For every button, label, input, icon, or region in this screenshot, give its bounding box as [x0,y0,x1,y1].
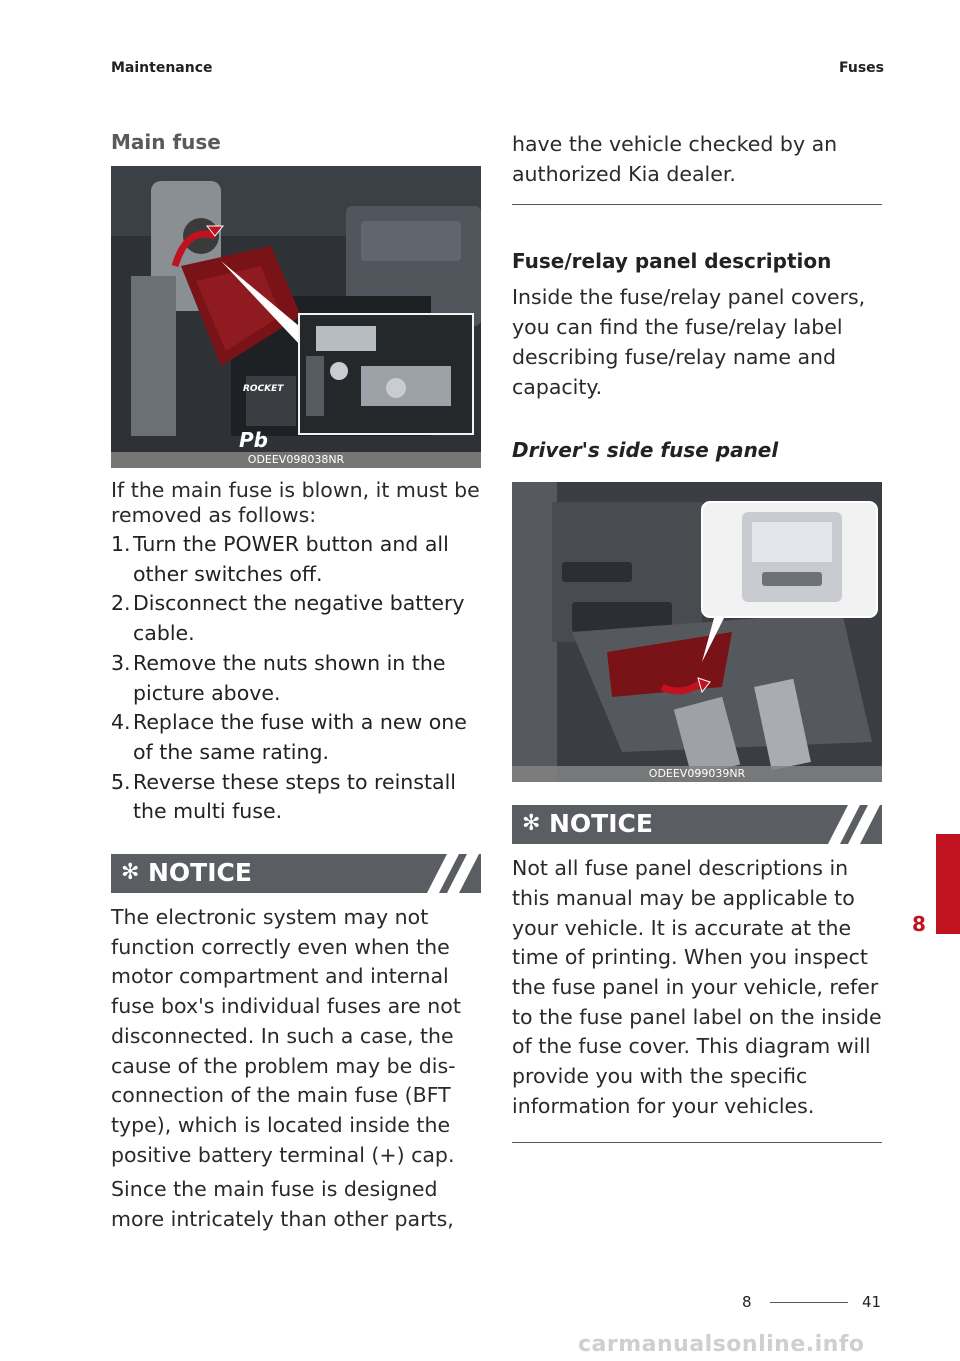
list-item: 3. Remove the nuts shown in the picture above. [111,650,446,705]
notice-banner [111,854,481,893]
main-fuse-steps [111,530,481,827]
notice-banner [512,805,882,844]
list-item: 5. Reverse these steps to reinstall the multi fuse. [111,769,456,824]
main-fuse-intro: If the main fuse is blown, it must be removed as follows: [111,478,480,527]
panel-description-title: Fuse/relay panel description [512,249,832,274]
dashboard-illustration [512,482,882,782]
continuation-text: have the vehicle checked by an authorized Kia dealer. [512,132,838,186]
notice-stripes-icon [822,805,882,844]
notice-paragraph: Since the main fuse is designed more intricately than other parts, [111,1177,454,1232]
page-number: 41 [862,1293,882,1311]
list-item: 4. Replace the fuse with a new one of the same rating. [111,710,467,764]
notice-star-icon: ✻ [522,811,541,837]
drivers-panel-figure-code: ODEEV099039NR [512,766,882,782]
drivers-panel-figure [512,482,882,782]
divider [512,1142,882,1143]
footer-divider [770,1302,848,1303]
panel-description-text: Inside the fuse/relay panel covers, you can find the fuse/relay label describing fuse/relay name and capacity. [512,285,866,399]
divider [512,204,882,205]
chapter-tab [936,834,960,934]
list-item: 2. Disconnect the negative battery cable. [111,591,465,646]
list-item: 1. Turn the POWER button and all other switches off. [111,532,449,586]
notice-stripes-icon [421,854,481,893]
notice-star-icon: ✻ [121,860,140,886]
main-fuse-figure-code: ODEEV098038NR [111,452,481,468]
header-section: Maintenance [111,60,213,76]
header-topic: Fuses [839,60,884,76]
battery-pb-label: Pb [239,428,268,452]
right-column [512,130,882,1143]
notice-paragraph: The electronic system may not function correctly even when the motor compartment and internal fuse box's individual fuses are not disconnected. In such a case, the cause of the problem may be dis-connection of the main fuse (BFT type), which is located inside the positive battery terminal (+) cap. [111,905,461,1167]
notice-label: NOTICE [148,858,252,888]
main-fuse-title: Main fuse [111,130,221,154]
left-column [111,130,481,1235]
chapter-tab-number: 8 [912,912,926,936]
notice-label: NOTICE [549,809,653,839]
main-fuse-figure [111,166,481,468]
engine-bay-illustration [111,166,481,468]
drivers-panel-title: Driver's side fuse panel [512,438,779,463]
watermark: carmanualsonline.info [578,1332,865,1357]
footer-chapter: 8 [742,1293,752,1311]
battery-brand: ROCKET [243,384,284,394]
notice-paragraph: Not all fuse panel descriptions in this manual may be applicable to your vehicle. It is accurate at the time of printing. When you inspect the fuse panel in your vehicle, refer to the fuse panel label on the inside of the fuse cover. This diagram will provide you with the specific information for your vehicles. [512,856,882,1118]
